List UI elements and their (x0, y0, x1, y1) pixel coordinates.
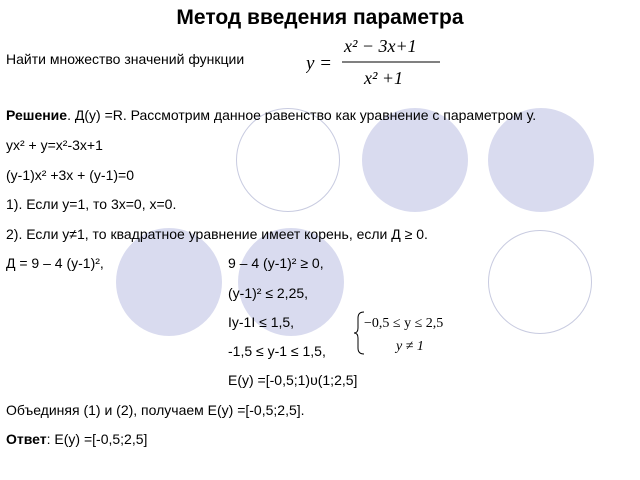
equation-1: ух² + у=х²-3х+1 (6, 137, 103, 153)
system-row-1: −0,5 ≤ y ≤ 2,5 (364, 316, 444, 331)
equation-2: (у-1)х² +3х + (у-1)=0 (6, 167, 134, 183)
solution-label: Решение (6, 107, 68, 123)
inequality-4: -1,5 ≤ у-1 ≤ 1,5, (228, 343, 326, 359)
inequality-3: Iу-1I ≤ 1,5, (228, 314, 295, 330)
page-title: Метод введения параметра (176, 6, 464, 29)
function-formula (306, 34, 446, 90)
inequality-system (352, 310, 472, 356)
formula-numerator: x² − 3x+1 (344, 36, 417, 56)
inequality-1: 9 – 4 (у-1)² ≥ 0, (228, 255, 324, 271)
decor-circle-4 (116, 228, 222, 336)
solution-text: . Д(у) =R. Рассмотрим данное равенство как уравнение с параметром у. (67, 107, 537, 123)
system-brace (354, 312, 364, 354)
solution-line (6, 106, 536, 124)
formula-lhs: y = (306, 53, 333, 74)
decor-circle-6 (488, 230, 592, 334)
formula-denominator: x² +1 (364, 68, 404, 88)
inequality-2: (у-1)² ≤ 2,25, (228, 285, 309, 301)
discriminant: Д = 9 – 4 (у-1)², (6, 255, 104, 271)
answer-label: Ответ (6, 431, 47, 447)
answer-line (6, 430, 147, 448)
case-1: 1). Если у=1, то 3х=0, х=0. (6, 196, 177, 212)
case-2: 2). Если у≠1, то квадратное уравнение имеет корень, если Д ≥ 0. (6, 226, 428, 242)
task-text: Найти множество значений функции (6, 51, 245, 67)
range-result: Е(у) =[-0,5;1)υ(1;2,5] (228, 372, 358, 388)
combine-line: Объединяя (1) и (2), получаем Е(у) =[-0,5;2,5]. (6, 402, 305, 418)
system-row-2: y ≠ 1 (396, 339, 424, 354)
answer-text: : Е(у) =[-0,5;2,5] (46, 431, 148, 447)
